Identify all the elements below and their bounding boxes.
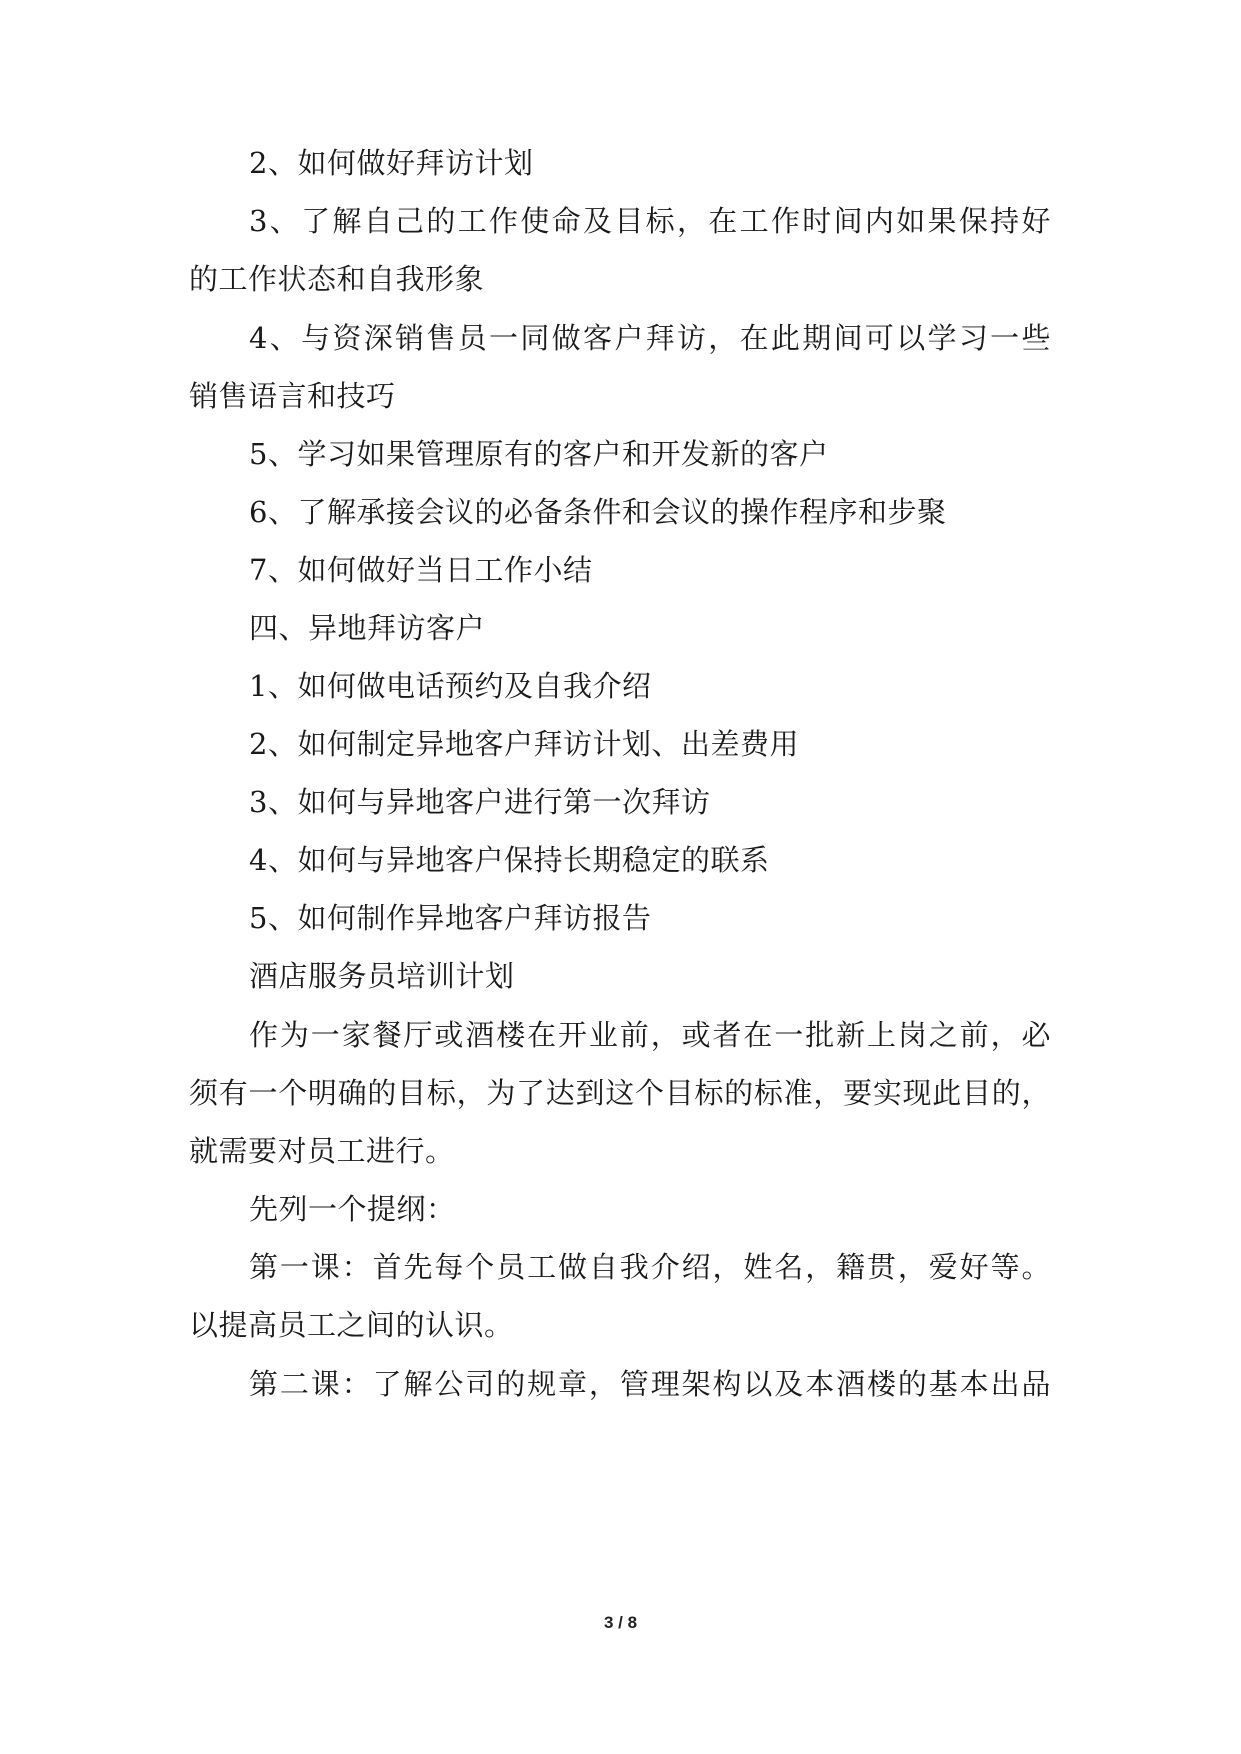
section-heading: 四、异地拜访客户: [249, 611, 486, 645]
list-item-long-term-contact: 4、如何与异地客户保持长期稳定的联系: [249, 843, 770, 877]
list-item-daily-summary: 7、如何做好当日工作小结: [249, 553, 593, 587]
outline-intro: 先列一个提纲：: [249, 1192, 456, 1226]
paragraph-line: 须有一个明确的目标，为了达到这个目标的标准，要实现此目的，: [189, 1076, 1051, 1110]
list-item-plan-visit: 2、如何做好拜访计划: [249, 146, 534, 180]
list-item-first-visit: 3、如何与异地客户进行第一次拜访: [249, 785, 711, 819]
list-item-visit-report: 5、如何制作异地客户拜访报告: [249, 901, 652, 935]
paragraph-continuation: 以提高员工之间的认识。: [189, 1308, 514, 1342]
paragraph-line: 就需要对员工进行。: [189, 1134, 455, 1168]
list-item-manage-customers: 5、学习如果管理原有的客户和开发新的客户: [249, 437, 829, 471]
document-subtitle: 酒店服务员培训计划: [249, 959, 515, 993]
list-item-mission-goal: 3、了解自己的工作使命及目标，在工作时间内如果保持好: [249, 204, 1051, 238]
list-item-phone-appointment: 1、如何做电话预约及自我介绍: [249, 669, 652, 703]
list-item-visit-plan-expenses: 2、如何制定异地客户拜访计划、出差费用: [249, 727, 799, 761]
lesson-two: 第二课：了解公司的规章，管理架构以及本酒楼的基本出品: [249, 1367, 1051, 1401]
page-number: 3 / 8: [603, 1613, 638, 1632]
lesson-one: 第一课：首先每个员工做自我介绍，姓名，籍贯，爱好等。: [249, 1250, 1051, 1284]
list-item-meeting-conditions: 6、了解承接会议的必备条件和会议的操作程序和步聚: [249, 495, 947, 529]
list-item-senior-sales-visit: 4、与资深销售员一同做客户拜访，在此期间可以学习一些: [249, 321, 1051, 355]
paragraph-continuation: 销售语言和技巧: [189, 379, 396, 413]
paragraph-continuation: 的工作状态和自我形象: [189, 262, 485, 296]
paragraph-line: 作为一家餐厅或酒楼在开业前，或者在一批新上岗之前，必: [249, 1018, 1051, 1052]
